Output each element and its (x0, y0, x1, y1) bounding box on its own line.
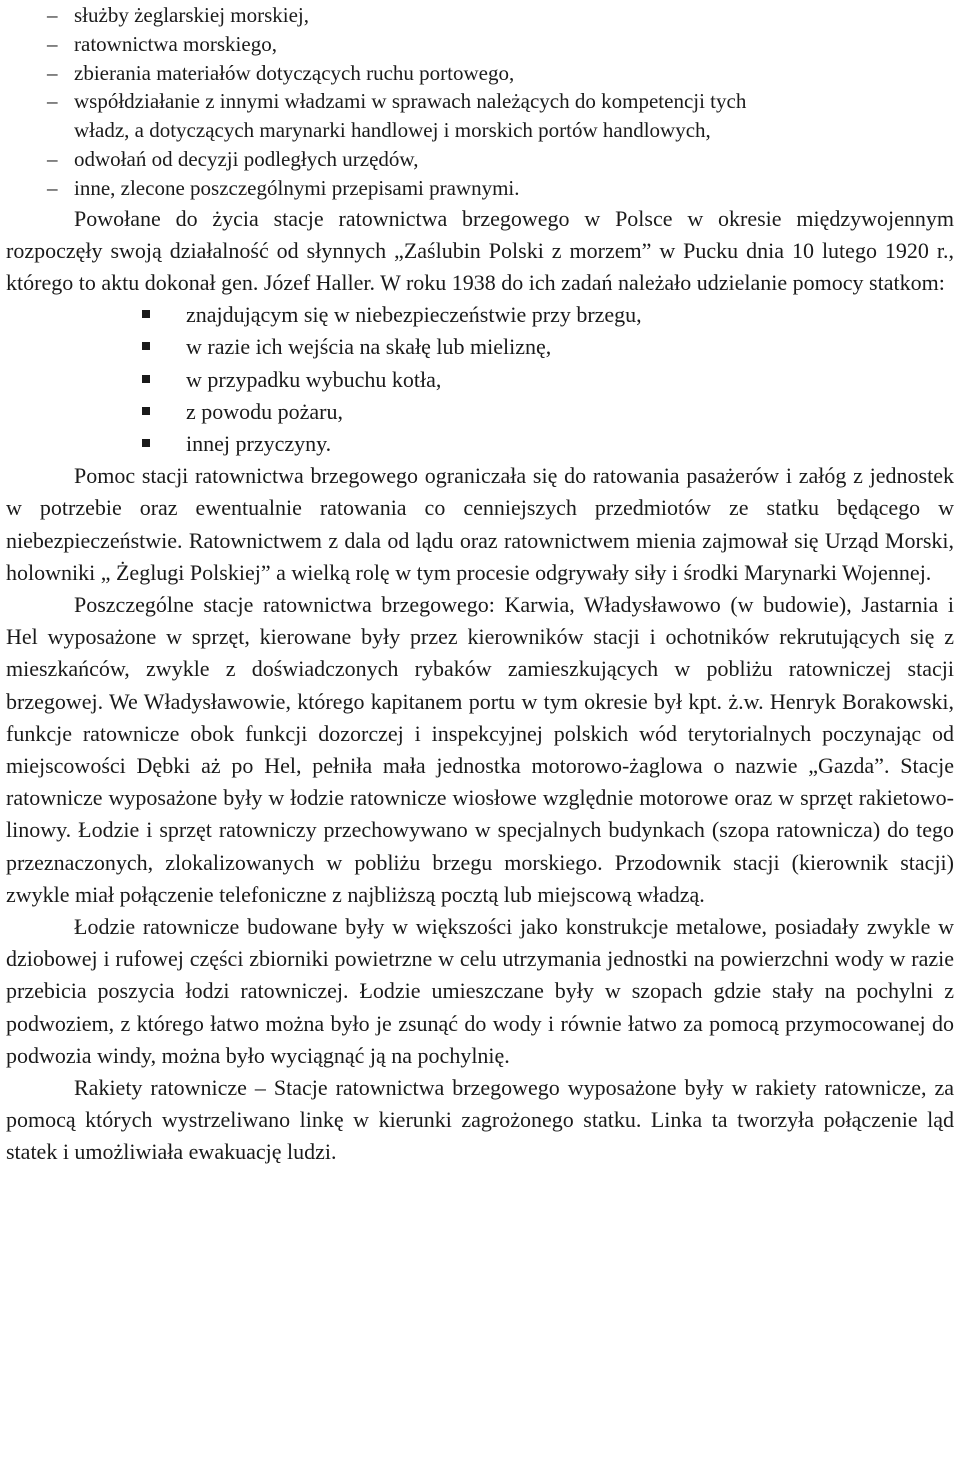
bullet-item-text: z powodu pożaru, (186, 398, 344, 424)
list-item (6, 87, 954, 145)
dash-list (6, 0, 954, 203)
square-bullet-icon (142, 342, 150, 350)
square-bullet-icon (142, 375, 150, 383)
square-bullet-icon (142, 439, 150, 447)
list-item-text: zbierania materiałów dotyczących ruchu portowego, (74, 60, 515, 85)
bullet-list (6, 299, 954, 460)
bullet-item-text: znajdującym się w niebezpieczeństwie przy brzegu, (186, 302, 642, 328)
dash-marker: – (47, 60, 58, 85)
list-item-text: służby żeglarskiej morskiej, (74, 3, 310, 27)
paragraph-stations-origin: Powołane do życia stacje ratownictwa brzegowego w Polsce w okresie międzywojennym rozpoczęły swoją działalność od słynnych „Zaślubin Polski z morzem” w Pucku dnia 10 lutego 1920 r., którego to aktu dokonał gen. Józef Haller. W roku 1938 do ich zadań należało udzielanie pomocy statkom: (6, 205, 954, 295)
dash-marker: – (47, 89, 58, 114)
list-item (6, 1, 954, 30)
dash-marker: – (47, 146, 58, 171)
bullet-item-text: w przypadku wybuchu kotła, (186, 366, 442, 392)
square-bullet-icon (142, 310, 150, 318)
bullet-item (6, 396, 954, 428)
list-item-continuation: władz, a dotyczących marynarki handlowej i morskich portów handlowych, (74, 118, 711, 143)
list-item (6, 59, 954, 88)
paragraph-rockets: Rakiety ratownicze – Stacje ratownictwa brzegowego wyposażone były w rakiety ratownicze, za pomocą których wystrzeliwano linkę w kierunki zagrożonego statku. Linka ta tworzyła połączenie ląd statek i umożliwiała ewakuację ludzi. (6, 1075, 954, 1165)
paragraph-stations-list: Poszczególne stacje ratownictwa brzegowego: Karwia, Władysławowo (w budowie), Jastarnia i Hel wyposażone w sprzęt, kierowane były przez kierowników stacji i ochotników rekrutujących się z mieszkańców, zwykle z doświadczonych rybaków zamieszkujących w pobliżu ratowniczej stacji brzegowej. We Władysławowie, którego kapitanem portu w tym okresie był kpt. ż.w. Henryk Borakowski, funkcje ratownicze obok funkcji dozorczej i inspekcyjnej polskich wód terytorialnych poczynając od miejscowości Dębki aż po Hel, pełniła mała jednostka motorowo-żaglowa o nazwie „Gazda”. Stacje ratownicze wyposażone były w łodzie ratownicze wiosłowe względnie motorowe oraz w sprzęt rakietowo-linowy. Łodzie i sprzęt ratowniczy przechowywano w specjalnych budynkach (szopa ratownicza) do tego przeznaczonych, zlokalizowanych w pobliżu brzegu morskiego. Przodownik stacji (kierownik stacji) zwykle miał połączenie telefoniczne z najbliższą pocztą lub miejscową władzą. (6, 592, 954, 907)
dash-marker: – (47, 3, 58, 27)
list-item-text: inne, zlecone poszczególnymi przepisami prawnymi. (74, 175, 520, 200)
list-item-text: ratownictwa morskiego, (74, 31, 277, 56)
document-page (6, 0, 954, 1169)
paragraph-lifeboats: Łodzie ratownicze budowane były w większości jako konstrukcje metalowe, posiadały zwykle w dziobowej i rufowej części zbiorniki powietrzne w celu utrzymania jednostki na powierzchni wody w razie przebicia poszycia łodzi ratowniczej. Łodzie umieszczane były w szopach gdzie stały na pochylni z podwoziem, z którego łatwo można było je zsunąć do wody i równie łatwo za pomocą przymocowanej do podwozia windy, można było wyciągnąć ją na pochylnię. (6, 914, 954, 1068)
list-item (6, 174, 954, 203)
paragraph-rescue-scope: Pomoc stacji ratownictwa brzegowego ograniczała się do ratowania pasażerów i załóg z jednostek w potrzebie oraz ewentualnie ratowania co cenniejszych przedmiotów ze statku będącego w niebezpieczeństwie. Ratownictwem z dala od lądu oraz ratownictwem mienia zajmował się Urząd Morski, holowniki „ Żeglugi Polskiej” a wielką rolę w tym procesie odgrywały siły i środki Marynarki Wojennej. (6, 463, 954, 585)
bullet-item (6, 364, 954, 396)
list-item-text: odwołań od decyzji podległych urzędów, (74, 146, 419, 171)
list-item (6, 30, 954, 59)
dash-marker: – (47, 175, 58, 200)
bullet-item (6, 299, 954, 331)
bullet-item (6, 428, 954, 460)
dash-marker: – (47, 31, 58, 56)
square-bullet-icon (142, 407, 150, 415)
bullet-item (6, 331, 954, 363)
list-item-text: współdziałanie z innymi władzami w sprawach należących do kompetencji tych (74, 89, 747, 114)
bullet-item-text: w razie ich wejścia na skałę lub mieliznę, (186, 334, 552, 360)
list-item (6, 145, 954, 174)
bullet-item-text: innej przyczyny. (186, 431, 332, 456)
